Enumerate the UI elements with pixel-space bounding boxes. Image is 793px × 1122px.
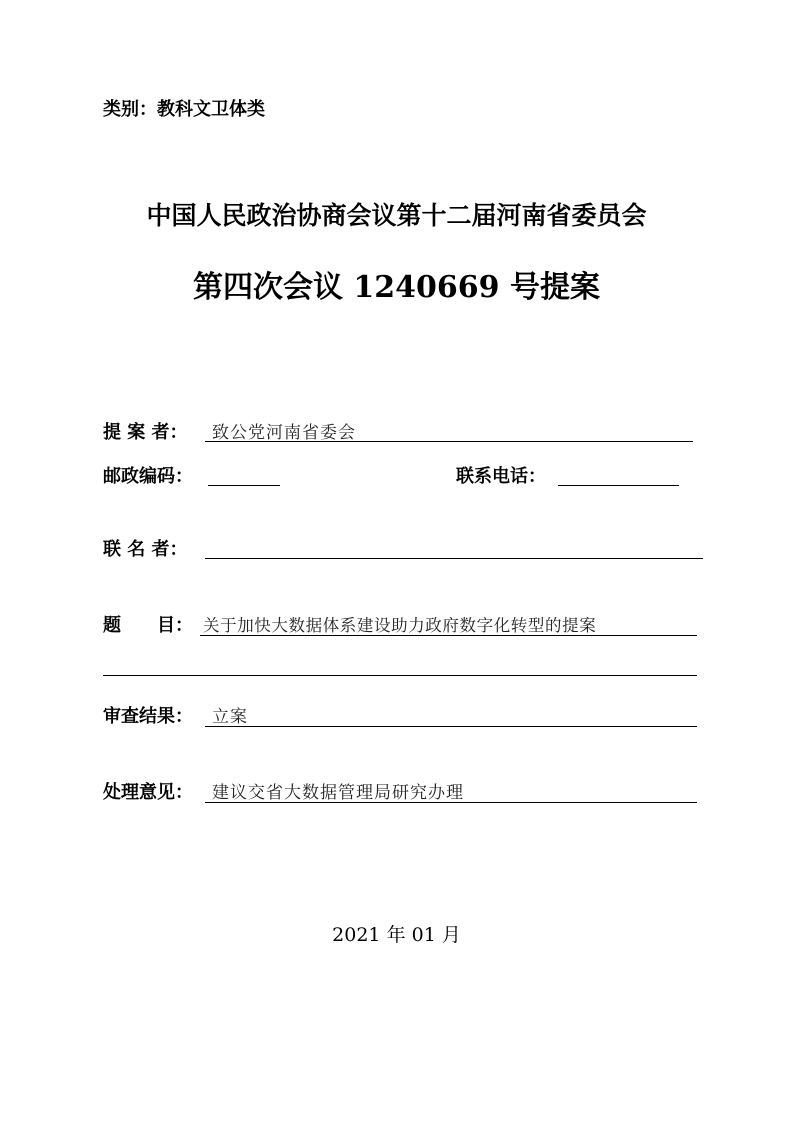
phone-label: 联系电话： <box>456 466 546 487</box>
subject-label: 题 目： <box>103 615 193 636</box>
subject-underline <box>200 635 697 636</box>
subject-value: 关于加快大数据体系建设助力政府数字化转型的提案 <box>203 616 597 635</box>
review-result-value: 立案 <box>212 707 248 727</box>
proposer-value: 致公党河南省委会 <box>212 423 356 443</box>
proposer-label: 提 案 者： <box>103 422 188 443</box>
postal-code-underline <box>208 485 280 486</box>
phone-underline <box>558 485 679 486</box>
co-signers-underline <box>205 558 703 559</box>
handling-opinion-underline <box>205 802 697 803</box>
page-title-line-2: 第四次会议 1240669 号提案 <box>192 270 600 305</box>
category-label: 类别：教科文卫体类 <box>103 99 265 120</box>
postal-code-label: 邮政编码： <box>103 466 193 487</box>
handling-opinion-label: 处理意见： <box>103 782 193 803</box>
proposer-underline <box>205 441 693 442</box>
page-title-line-1: 中国人民政治协商会议第十二届河南省委员会 <box>146 201 647 230</box>
handling-opinion-value: 建议交省大数据管理局研究办理 <box>212 783 464 803</box>
review-result-underline <box>205 726 697 727</box>
subject-second-underline <box>103 675 697 676</box>
co-signers-label: 联 名 者： <box>103 539 188 560</box>
date-text: 2021 年 01 月 <box>332 924 461 946</box>
review-result-label: 审查结果： <box>103 706 193 727</box>
